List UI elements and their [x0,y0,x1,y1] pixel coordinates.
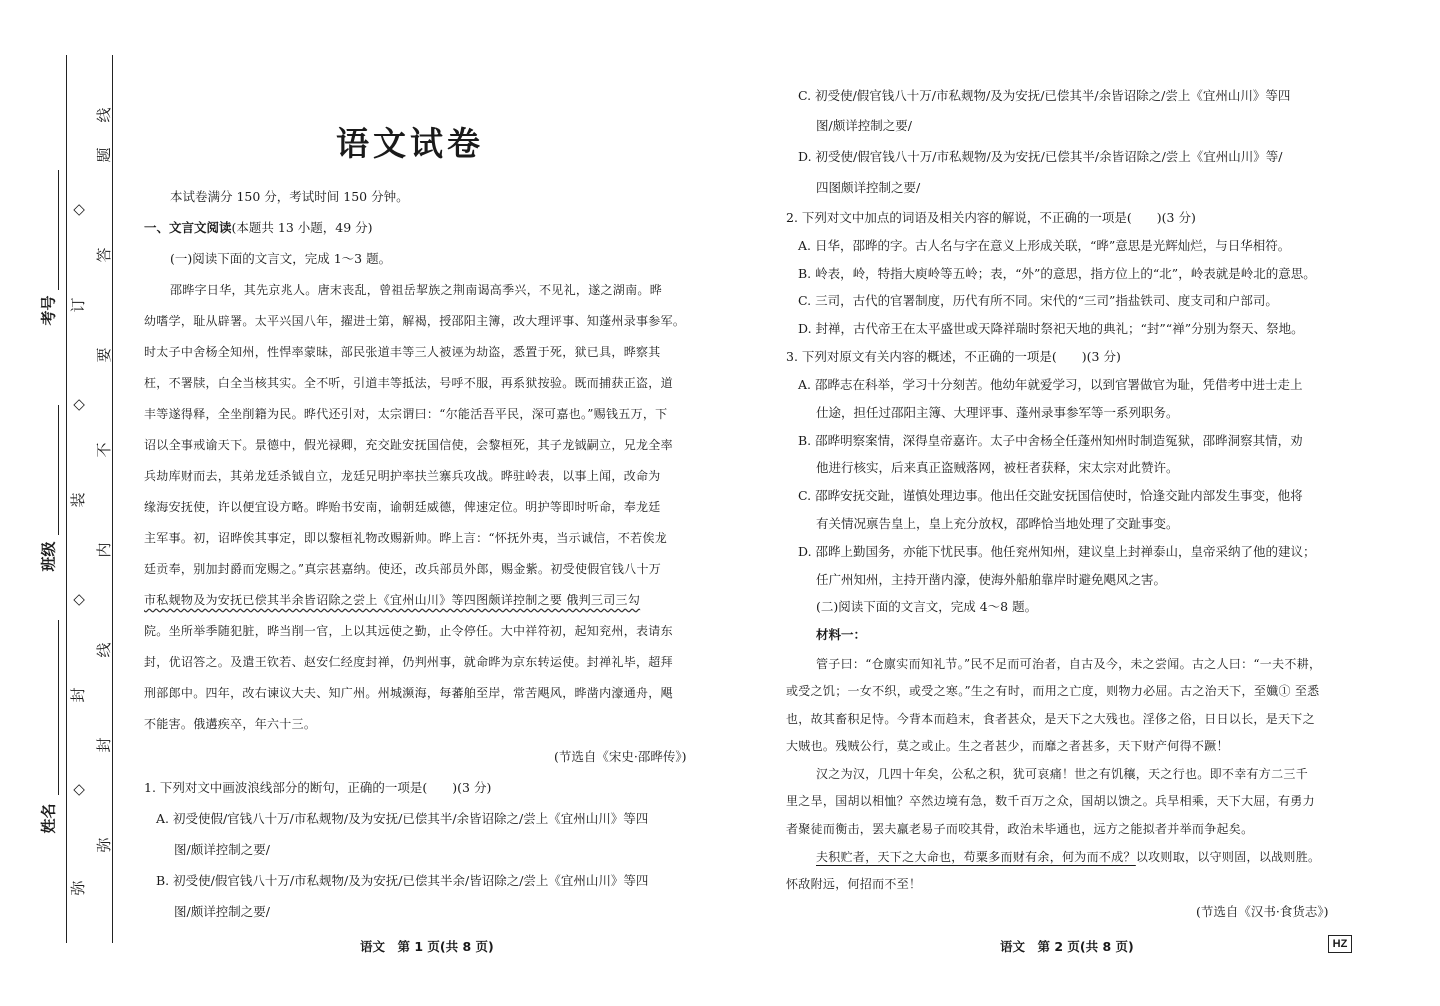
passage-line: 诏以全事戒谕天下。景德中，假光禄卿，充交趾安抚国信使，会黎桓死，其子龙钺嗣立，兄龙全率 [144,438,673,452]
q2-option-d[interactable]: D. 封禅，古代帝王在太平盛世或天降祥瑞时祭祀天地的典礼；“封”“禅”分别为祭天、祭地。 [798,321,1304,336]
passage-line: 刑部郎中。四年，改右谏议大夫、知广州。州城濒海，每蕃舶至岸，常苦飓风，晔凿内濠通舟，飓 [144,686,673,700]
binding-char: 线 [95,107,113,123]
passage2-line: 者聚徒而衡击，罢夫羸老易子而咬其骨，政治未毕通也，远方之能拟者并举而争起矣。 [786,822,1254,836]
id-field-label: 考号 [39,295,58,326]
underlined-passage-line [816,849,1320,865]
passage-line: 幼嗜学，耻从辟署。太平兴国八年，擢进士第，解褐，授邵阳主簿，改大理评事、知蓬州录事参军。 [144,314,686,328]
q2-option-b[interactable]: B. 岭表，岭，特指大庾岭等五岭；表，“外”的意思，指方位上的“北”，岭表就是岭北的意思。 [798,266,1316,281]
passage2-line: 里之旱，国胡以相恤？卒然边境有急，数千百万之众，国胡以馈之。兵旱相乘，天下大屈，有勇力 [786,794,1315,808]
q3-option-d-cont: 任广州知州，主持开凿内濠，使海外船舶靠岸时避免飓风之害。 [816,572,1167,587]
passage2-line: 大贼也。残贼公行，莫之或止。生之者甚少，而靡之者甚多，天下财产何得不蹶！ [786,739,1229,753]
binding-margin [0,0,125,1006]
binding-char: 订 [69,297,87,313]
binding-char: 封 [95,737,113,753]
material-label: 材料一： [816,627,867,642]
q3-option-a-cont: 仕途，担任过邵阳主簿、大理评事、蓬州录事参军等一系列职务。 [816,405,1179,420]
binding-char: 内 [95,542,113,558]
binding-char: 要 [95,347,113,363]
q3-option-b-cont: 他进行核实，后来真正盗贼落网，被枉者获释，宋太宗对此赞许。 [816,460,1179,475]
binding-char: 封 [69,687,87,703]
q3-option-c[interactable]: C. 邵晔安抚交趾，谨慎处理边事。他出任交趾安抚国信使时，恰逢交趾内部发生事变，他将 [798,488,1303,503]
passage-source: (节选自《宋史·邵晔传》) [554,749,687,764]
passage-line: 时太子中舍杨全知州，性悍率蒙昧，部民张道丰等三人被诬为劫盗，悉置于死，狱已具，晔察其 [144,345,661,359]
passage-line: 主军事。初，诏晔俟其事定，即以黎桓礼物改赐新帅。晔上言：“怀抚外夷，当示诚信，不若俟龙 [144,531,668,545]
binding-diamond-icon: ◇ [69,204,87,216]
passage2-source: (节选自《汉书·食货志》) [1196,904,1329,919]
page-2 [786,0,1356,1006]
binding-diamond-icon: ◇ [69,784,87,796]
class-field-line[interactable] [58,405,59,535]
question-1: 1. 下列对文中画波浪线部分的断句，正确的一项是( )(3 分) [144,780,492,795]
paper-code-badge: HZ [1328,935,1352,953]
passage2-line: 怀敌附远，何招而不至！ [786,877,922,891]
underlined-sentence: 夫积贮者，天下之大命也，苟粟多而财有余，何为而不成？ [816,850,1136,864]
q2-option-a[interactable]: A. 日华，邵晔的字。古人名与字在意义上形成关联，“晔”意思是光辉灿烂，与日华相符。 [798,238,1291,253]
q3-option-a[interactable]: A. 邵晔志在科举，学习十分刻苦。他幼年就爱学习，以到官署做官为耻，凭借考中进士走上 [798,377,1303,392]
part-instruction-2: (二)阅读下面的文言文，完成 4～8 题。 [816,599,1038,614]
passage2-line: 汉之为汉，几四十年矣，公私之积，犹可哀痛！世之有饥穰，天之行也。即不幸有方二三千 [816,767,1309,781]
passage-line: 院。坐所举季随犯脏，晔当削一官，上以其远使之勤，止令停任。大中祥符初，起知兖州，表请东 [144,624,673,638]
class-field-label: 班级 [39,541,58,572]
option-c-cont: 图/颇详控制之要/ [816,118,912,133]
page-1-footer: 语文 第 1 页(共 8 页) [360,939,494,954]
passage2-line: 也，故其畜积足恃。今背本而趋末，食者甚众，是天下之大残也。淫侈之俗，日日以长，是天下之 [786,712,1315,726]
binding-char: 题 [95,147,113,163]
passage-line: 封，优诏答之。及遣王钦若、赵安仁经度封禅，仍判州事，就命晔为京东转运使。封禅礼毕，超拜 [144,655,673,669]
q2-option-c[interactable]: C. 三司，古代的官署制度，历代有所不同。宋代的“三司”指盐铁司、度支司和户部司。 [798,293,1278,308]
wavy-passage-line: 市私觌物及为安抚已偿其半余皆诏除之尝上《宜州山川》等四图颇详控制之要 俄判三司三勾 [144,593,641,607]
option-a[interactable]: A. 初受使假/官钱八十万/市私觌物/及为安抚/已偿其半/余皆诏除之/尝上《宜州山川》等四 [156,811,649,826]
page-2-footer: 语文 第 2 页(共 8 页) [1000,939,1134,954]
binding-char: 线 [95,642,113,658]
binding-char: 不 [95,442,113,458]
section-title: 一、文言文阅读 [144,220,232,235]
part-instruction: (一)阅读下面的文言文，完成 1～3 题。 [170,251,392,266]
binding-rule-outer [112,55,113,943]
passage-line: 缘海安抚使，许以便宜设方略。晔贻书安南，谕朝廷威德，俾速定位。明护等即时听命，奉龙廷 [144,500,661,514]
passage-line: 兵劫库财而去，其弟龙廷杀钺自立，龙廷兄明护率扶兰寨兵攻战。晔驻岭表，以事上闻，改命为 [144,469,661,483]
binding-diamond-icon: ◇ [69,399,87,411]
q3-option-b[interactable]: B. 邵晔明察案情，深得皇帝嘉许。太子中舍杨全任蓬州知州时制造冤狱，邵晔洞察其情，劝 [798,433,1303,448]
exam-title: 语文试卷 [336,124,484,163]
passage-line: 邵晔字日华，其先京兆人。唐末丧乱，曾祖岳挈族之荆南谒高季兴，不见礼，遂之湖南。晔 [170,283,663,297]
passage2-line: 管子曰：“仓廪实而知礼节。”民不足而可治者，自古及今，未之尝闻。古之人曰：“一夫不耕， [816,657,1322,671]
passage2-fragment: 以攻则取，以守则固，以战则胜。 [1135,850,1321,864]
name-field-label: 姓名 [39,803,58,834]
passage-line: 丰等遂得释，全坐削籍为民。晔代还引对，太宗谓曰：“尔能活吾平民，深可嘉也。”赐钱五万，下 [144,407,668,421]
option-c[interactable]: C. 初受使/假官钱八十万/市私觌物/及为安抚/已偿其半/余皆诏除之/尝上《宜州山川》等四 [798,88,1291,103]
option-b-cont: 图/颇详控制之要/ [174,904,270,919]
exam-intro: 本试卷满分 150 分，考试时间 150 分钟。 [170,189,409,204]
q3-option-c-cont: 有关情况禀告皇上，皇上充分放权，邵晔恰当地处理了交趾事变。 [816,516,1179,531]
binding-char: 装 [69,492,87,508]
binding-char: 弥 [95,837,113,853]
option-a-cont: 图/颇详控制之要/ [174,842,270,857]
passage-line: 不能害。俄遘疾卒，年六十三。 [144,717,317,731]
binding-char: 弥 [69,880,87,896]
id-field-line[interactable] [58,170,59,290]
binding-char: 答 [95,247,113,263]
question-2: 2. 下列对文中加点的词语及相关内容的解说，不正确的一项是( )(3 分) [786,210,1196,225]
name-field-line[interactable] [58,620,59,795]
passage2-line: 或受之饥；一女不织，或受之寒。”生之有时，而用之亡度，则物力必屈。古之治天下，至孅① 至悉 [786,684,1320,698]
binding-diamond-icon: ◇ [69,594,87,606]
option-d-cont: 四图颇详控制之要/ [816,180,921,195]
option-d[interactable]: D. 初受使/假官钱八十万/市私觌物/及为安抚/已偿其半/余皆诏除之/尝上《宜州山川》等/ [798,149,1283,164]
section-note: (本题共 13 小题，49 分) [231,220,373,235]
passage-line: 枉，不署牍，白全当核其实。全不听，引道丰等抵法，号呼不服，再系狱按验。既而捕获正盗，道 [144,376,673,390]
passage-line: 廷贡奉，别加封爵而宠赐之。”真宗甚嘉纳。使还，改兵部员外郎，赐金紫。初受使假官钱八十万 [144,562,662,576]
q3-option-d[interactable]: D. 邵晔上勤国务，亦能下忧民事。他任兖州知州，建议皇上封禅泰山，皇帝采纳了他的建议； [798,544,1316,559]
section-heading [144,220,373,236]
binding-rule-inner [66,55,67,943]
question-3: 3. 下列对原文有关内容的概述，不正确的一项是( )(3 分) [786,349,1121,364]
option-b[interactable]: B. 初受使/假官钱八十万/市私觌物/及为安抚/已偿其半余/皆诏除之/尝上《宜州山川》等四 [156,873,649,888]
page-1 [140,0,710,1006]
